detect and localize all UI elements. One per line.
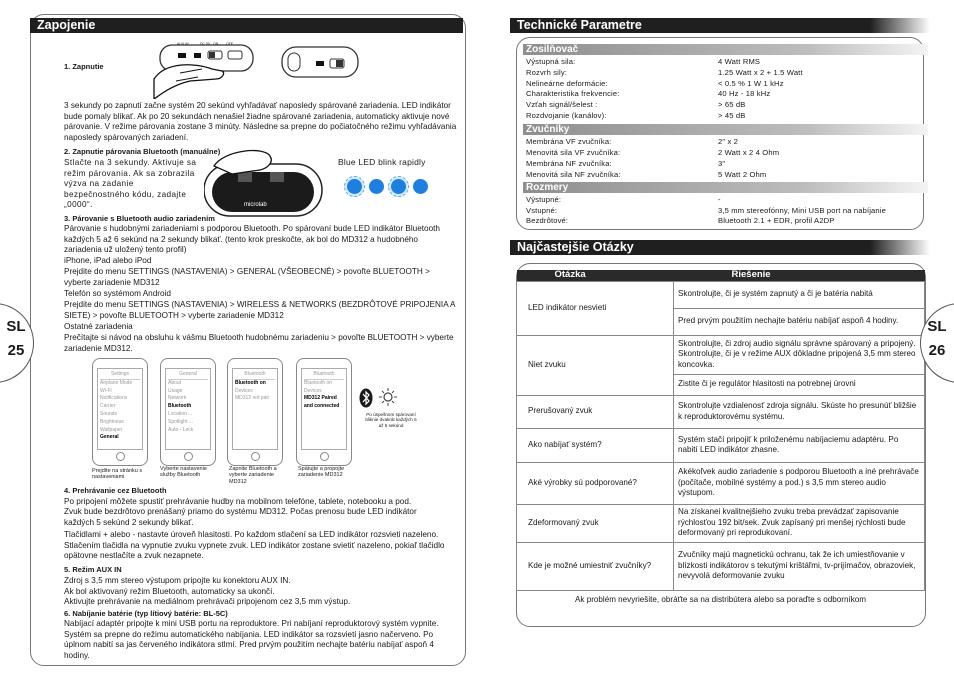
spec-value: 2" x 2 <box>718 137 739 146</box>
spec-key: Rozvrh sily: <box>526 68 568 77</box>
phone-bluetooth-paired <box>296 358 352 466</box>
spec-key: Výstupná sila: <box>526 57 576 66</box>
phone-row: About <box>168 379 182 386</box>
phone-row: Notifications <box>100 395 128 402</box>
page-tab-lang: SL <box>6 318 26 335</box>
phone-home-button <box>116 452 125 461</box>
blink-icon <box>378 386 398 408</box>
spec-key: Membrána NF zvučníka: <box>526 159 612 168</box>
phone-home-button <box>320 452 329 461</box>
spec-value: 5 Watt 2 Ohm <box>718 170 767 179</box>
section-5-line-1: Ak bol aktivovaný režim Bluetooth, automaticky sa ukončí. <box>64 587 275 596</box>
phone-screen-title: Bluetooth <box>235 371 275 380</box>
faq-answer: Zistite či je regulátor hlasitosti na potrebnej úrovni <box>674 374 925 395</box>
spec-section-header: Zosilňovač <box>523 44 928 55</box>
faq-answer: Skontrolujte, či je systém zapnutý a či je batéria nabitá <box>674 281 925 308</box>
spec-key: Menovitá sila NF zvučníka: <box>526 170 621 179</box>
phone-row-selected: General <box>100 434 119 441</box>
faq-answer: Pred prvým použitím nechajte batériu nabíjať aspoň 4 hodiny. <box>674 308 925 335</box>
faq-question: Kde je možné umiestniť zvučníky? <box>517 542 674 590</box>
right-header-specs <box>510 18 930 33</box>
faq-col-question: Otázka <box>517 270 674 281</box>
phone-row: Devices <box>235 387 253 394</box>
spec-key: Výstupné: <box>526 195 562 204</box>
phone-screen <box>165 368 211 450</box>
faq-row <box>517 542 925 590</box>
section-3-title: 3. Párovanie s Bluetooth audio zariadením <box>64 214 215 223</box>
bluetooth-icon <box>359 388 373 408</box>
spec-value: 3" <box>718 159 726 168</box>
spec-value: 4 Watt RMS <box>718 57 761 66</box>
left-header <box>30 18 463 33</box>
faq-question: Ako nabíjať systém? <box>517 428 674 462</box>
faq-question: Aké výrobky sú podporované? <box>517 462 674 504</box>
faq-footer: Ak problém nevyriešite, obráťte sa na distribútera alebo sa poraďte s odborníkom <box>575 595 866 605</box>
speaker-illustration <box>204 148 324 220</box>
faq-answer: Skontrolujte, či zdroj audio signálu správne spárovaný a pripojený. Skontrolujte, či je v režime AUX dôkladne pripojená 3,5 mm stereo koncovka. <box>674 335 925 374</box>
section-2-text: Stlačte na 3 sekundy. Aktivuje sa režim párovania. Ak sa zobrazila výzva na zadanie bezpečnostného kódu, zadajte „0000“. <box>64 158 197 210</box>
phone-screen <box>232 368 278 450</box>
right-header-title: Technické Parametre <box>517 18 642 32</box>
phone-screen-title: Settings <box>100 371 140 380</box>
phone-row: Airplane Mode <box>100 379 133 386</box>
phone-row: Bluetooth on <box>235 379 266 386</box>
faq-row <box>517 335 925 374</box>
faq-row <box>517 462 925 504</box>
section-4-line-0: Po pripojení môžete spustiť prehrávanie hudby na mobilnom telefóne, tablete, notebooku a pod. <box>64 497 412 506</box>
page-tab-number: 26 <box>928 342 946 359</box>
section-6-text: Nabíjací adaptér pripojte k mini USB portu na reproduktore. Pri nabíjaní reproduktorový systém vypnite. Systém sa prepne do režimu automatického nabíjania. LED indikátor sa rozsvieti jasno načerveno. Po úplnom nabití sa jas červeného indikátora stlmí. Pred prvým použitím nechajte batériu nabíjať aspoň 4 hodiny. <box>64 619 439 660</box>
spec-value: 1.25 Watt x 2 + 1.5 Watt <box>718 68 803 77</box>
section-3-line-1: iPhone, iPad alebo iPod <box>64 256 152 265</box>
phone-caption: Vyberte nastavenie služby Bluetooth <box>160 466 207 479</box>
spec-key: Charakteristika frekvencie: <box>526 89 620 98</box>
faq-footer-row <box>517 590 925 610</box>
phone-screen-title: General <box>168 371 208 380</box>
faq-question: Prerušovaný zvuk <box>517 395 674 428</box>
section-4-line-1: Zvuk bude bezdrôtovo prenášaný priamo do systému MD312. Počas prenosu bude LED indikátor každých 5 sekúnd 2 sekundy blikať. <box>64 507 417 527</box>
faq-header-title: Najčastejšie Otázky <box>517 240 634 254</box>
section-6-title: 6. Nabíjanie batérie (typ lítiový batérie: BL-5C) <box>64 609 228 618</box>
faq-header-row <box>517 270 925 281</box>
faq-question: LED indikátor nesvieti <box>517 281 674 335</box>
faq-answer: Systém stačí pripojiť k priloženému nabíjaciemu adaptéru. Po nabití LED indikátor zhasne. <box>674 428 925 462</box>
spec-key: Vzťah signál/šelest : <box>526 100 598 109</box>
section-5-title: 5. Režim AUX IN <box>64 565 122 574</box>
spec-value: Bluetooth 2.1 + EDR, profil A2DP <box>718 216 835 225</box>
phone-screen-title: Bluetooth <box>304 371 344 380</box>
page-tab-number: 25 <box>7 342 25 359</box>
phone-row: Wallpaper <box>100 426 123 433</box>
faq-row <box>517 504 925 542</box>
spec-value: 3,5 mm stereofónny, Mini USB port na nabíjanie <box>718 206 886 215</box>
spec-key: Menovitá sila VF zvučníka: <box>526 148 621 157</box>
phone-row: Sounds <box>100 410 117 417</box>
label-on: ON <box>213 42 219 46</box>
phone-row: MD312 not pair <box>235 395 270 402</box>
phone-screen <box>97 368 143 450</box>
spec-key: Membrána VF zvučníka: <box>526 137 612 146</box>
left-header-title: Zapojenie <box>37 18 96 32</box>
spec-key: Nelineárne deformácie: <box>526 79 608 88</box>
faq-col-answer: Riešenie <box>674 270 925 281</box>
phone-row: Spotlight ... <box>168 418 194 425</box>
bluetooth-note: Po úspešnom spárovaní bliknie dvakrát každých 5 až 6 sekúnd <box>365 412 417 428</box>
faq-row <box>517 395 925 428</box>
phone-caption: Zapnite Bluetooth a vyberte zariadenie MD312 <box>229 466 277 485</box>
phone-row: Network <box>168 395 187 402</box>
faq-question: Niet zvuku <box>517 335 674 395</box>
faq-row <box>517 428 925 462</box>
page-tab-left <box>0 303 34 383</box>
label-aux-in: AUX IN <box>177 42 189 46</box>
phone-bluetooth-unpaired <box>227 358 283 466</box>
faq-answer: Skontrolujte vzdialenosť zdroja signálu. Skúste ho presunúť bližšie k reproduktorovému systému. <box>674 395 925 428</box>
spec-value: > 45 dB <box>718 111 746 120</box>
spec-value: < 0.5 % 1 W 1 kHz <box>718 79 784 88</box>
phone-settings <box>92 358 148 466</box>
phone-row: Usage <box>168 387 183 394</box>
spec-section-header: Rozmery <box>523 182 928 193</box>
section-3-line-3: Telefón so systémom Android <box>64 289 171 298</box>
spec-section-header: Zvučníky <box>523 124 928 135</box>
phone-row: Wi-Fi <box>100 387 112 394</box>
phone-home-button <box>184 452 193 461</box>
spec-key: Vstupné: <box>526 206 558 215</box>
faq-answer: Zvučníky majú magnetickú ochranu, tak že ich umiestňovanie v blízkosti indikátorov s tekutými krištáľmi, tv-prijímačov, obrazoviek, nevyvolá deformovanie zvuku <box>674 542 925 590</box>
device-power-illustration <box>150 39 360 99</box>
section-2-title: 2. Zapnutie párovania Bluetooth (manuálne) <box>64 147 221 156</box>
spec-value: 40 Hz - 18 kHz <box>718 89 771 98</box>
faq-row <box>517 281 925 308</box>
phone-row-selected: Bluetooth <box>168 403 192 410</box>
led-indicator-4 <box>413 179 428 194</box>
spec-key: Rozdvojanie (kanálov): <box>526 111 607 120</box>
phone-home-button <box>251 452 260 461</box>
section-3-line-4: Prejdite do menu SETTINGS (NASTAVENIA) > WIRELESS & NETWORKS (BEZDRÔTOVÉ PRIPOJENIA A SIETE) > povoľte BLUETOOTH > vyberte zariadenie MD312 <box>64 300 456 320</box>
section-1-text: 3 sekundy po zapnutí začne systém 20 sekúnd vyhľadávať naposledy spárované zariadenia. LED indikátor bude pomaly blikať. Ak po 20 sekundách nenašiel žiadne spárované zariadenia, automaticky aktivuje nové párovanie. V režime párovania zostane 3 minúty. Následne sa prepne do počiatočného režimu vyhľadávania naposledy spárovaných zariadení. <box>64 101 457 142</box>
blue-led-label: Blue LED blink rapidly <box>338 157 426 167</box>
section-3-line-0: Párovanie s hudobnými zariadeniami s podporou Bluetooth. Po spárovaní bude LED indikátor Bluetooth každých 5 až 6 sekúnd na 2 sekundy blikať. (tento krok preskočte, ak bol do MD312 a hudobného zariadenia už uložený tento profil) <box>64 224 440 255</box>
phone-row: Brightness <box>100 418 124 425</box>
led-indicator-2 <box>369 179 384 194</box>
page-tab-lang: SL <box>927 318 947 335</box>
phone-caption: Prejdite na stránku s nastaveniami <box>92 468 143 481</box>
section-5-line-0: Zdroj s 3,5 mm stereo výstupom pripojte ku konektoru AUX IN. <box>64 576 291 585</box>
spec-value: > 65 dB <box>718 100 746 109</box>
phone-row: MD312 Paired and connected <box>304 395 340 410</box>
section-4-title: 4. Prehrávanie cez Bluetooth <box>64 486 167 495</box>
phone-row: Carrier <box>100 403 116 410</box>
section-3-line-2: Prejdite do menu SETTINGS (NASTAVENIA) > GENERAL (VŠEOBECNÉ) > povoľte BLUETOOTH > vyberte zariadenie MD312 <box>64 267 430 287</box>
section-3-line-5: Ostatné zariadenia <box>64 322 133 331</box>
phone-caption: Spätujte a propojte zariadenie MD312 <box>298 466 345 479</box>
faq-table <box>516 270 925 610</box>
section-3-line-6: Prečítajte si návod na obsluhu k vášmu Bluetooth hudobnému zariadeniu > povoľte BLUETOOTH > vyberte zariadenie MD312. <box>64 333 454 353</box>
label-off: OFF <box>226 42 233 46</box>
led-indicator-3 <box>391 179 406 194</box>
section-5-line-2: Aktivujte prehrávanie na mediálnom prehrávači pripojenom cez 3,5 mm výstup. <box>64 597 351 606</box>
spec-key: Bezdrôtové: <box>526 216 569 225</box>
phone-row: Devices <box>304 387 322 394</box>
spec-value: 2 Watt x 2 4 Ohm <box>718 148 780 157</box>
phone-row: Auto - Lock <box>168 426 194 433</box>
faq-answer: Na získanei kvalitnejšieho zvuku treba prevádzať zapisovanie rýchlosťou 192 bit/sek. Zvuk zapísaný pri menšej rýchlosti bude deformovaný pri reprodukovaní. <box>674 504 925 542</box>
right-header-faq <box>510 240 930 255</box>
speaker-brand: microlab <box>244 202 267 208</box>
faq-question: Zdeformovaný zvuk <box>517 504 674 542</box>
phone-row: Location ... <box>168 410 193 417</box>
phone-row: Bluetooth on <box>304 379 333 386</box>
spec-value: - <box>718 195 721 204</box>
phone-screen <box>301 368 347 450</box>
led-indicator-1 <box>347 179 362 194</box>
section-1-title: 1. Zapnutie <box>64 62 104 71</box>
phone-general <box>160 358 216 466</box>
faq-answer: Akékoľvek audio zariadenie s podporou Bluetooth a iné prehrávače (počítače, mobilné systémy a pod.) s 3,5 mm stereo audio výstupom. <box>674 462 925 504</box>
section-4-line-2: Tlačidlami + alebo - nastavte úroveň hlasitosti. Po každom stlačení sa LED indikátor rozsvieti nazeleno. Stlačením tlačidla na vypnutie zvuku vypnete zvuk. LED indikátor zostane svietiť nazeleno, pokiaľ tlačidlo opätovne nestlačíte a zvuk nezapnete. <box>64 530 445 561</box>
label-dc-5v: DC 5V <box>200 42 211 46</box>
